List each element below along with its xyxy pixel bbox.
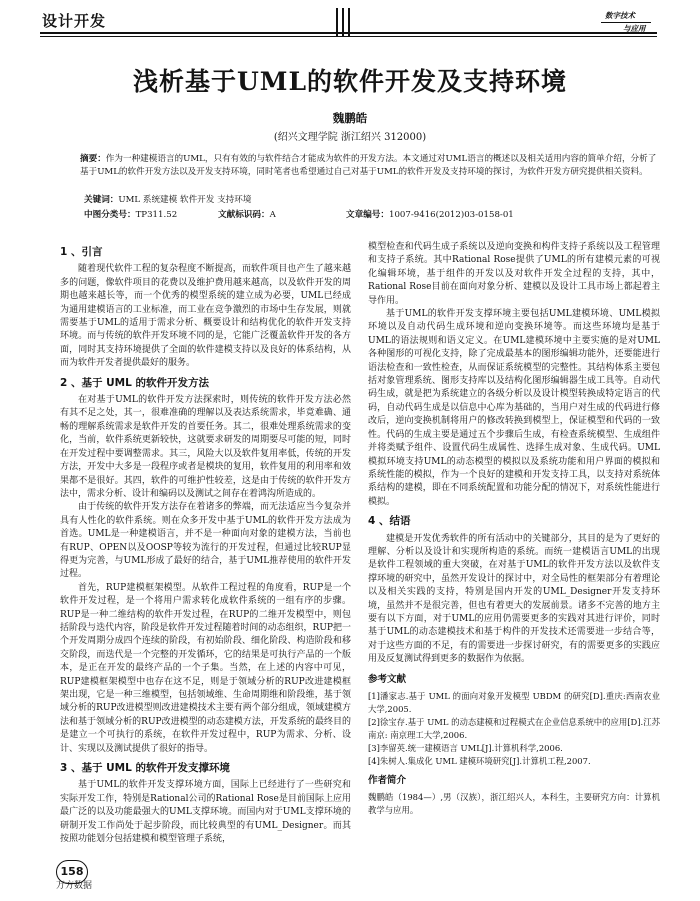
section-label: 设计开发 [42,12,107,30]
watermark: 万方数据 [56,881,93,891]
author-bio: 魏鹏皓（1984—）,男（汉族），浙江绍兴人，本科生，主要研究方向：计算机教学与应用。 [368,792,660,816]
paragraph: 随着现代软件工程的复杂程度不断提高，而软件项目也产生了越来越多的问题，像软件项目的花费以及维护费用越来越高，以及软件开发的周期也越来越长等，而一个优秀的模型系统的建立成为必要，UML已经成为通用建模语言的工业标准，而工业在竞争激烈的市场中生存发展，则就需要基于UML的适用于需求分析、概要设计和结构优化的软件开发支持环境。而与传统的软件开发环境不同的是，它能广泛覆盖软件开发的各方面，同时其支持环境提供了全面的软件建模支持以及良好的体系结构，从而为软件开发者提供最好的服务。 [60,264,351,369]
paragraph: 基于UML的软件开发支撑环境主要包括UML建模环境、UML模拟环境以及自动代码生成环境和逆向变换环境等。而这些环境均是基于UML的语法规则和语义定义。在UML建模环境中主要实施的是对UML各种图形的可视化支持，除了完成最基本的图形编辑功能外，还要能进行语法检查和一致性检查，从而保证系统模型的完整性。其结构体系主要包括对象管理系统、图形支持库以及结构化图形编辑器生成工具等。自动代码生成，就是把为系统建立的各级分析以及设计模型转换成特定语言的代码，自动代码生成是以信息中心库为基础的，当用户对生成的代码进行修改后，逆向变换机制将用户的修改转换到模型上，保证模型和代码的一致性。代码的生成主要是通过五个步骤后生成，有检查系统模型、生成组件并将类赋予组件、设置代码生成属性、选择生成对象、生成代码。UML模拟环境支持UML的动态模型的模拟以及系统功能和用户界面的模拟和系统性能的模拟，作为一个良好的建模和开发支持工具，以支持对系统体系结构的建模，即在不同系统配置和功能分配的情况下，对系统性能进行模拟。 [368,309,660,507]
paragraph: 由于传统的软件开发方法存在着诸多的弊端，而无法适应当今复杂并具有人性化的软件系统。则在众多开发中基于UML的软件开发方法成为首选。UML是一种建模语言，并不是一种面向对象的建模方法，当前也有RUP、OPEN以及OOSP等较为流行的开发过程，但通过比较RUP显得更为完善，与UML形成了最好的结合，基于UML推荐使用的软件开发过程。 [60,502,351,580]
reference-list [368,690,660,768]
paragraph: 基于UML的软件开发支撑环境方面，国际上已经进行了一些研究和实际开发工作，特别是Rational公司的Rational Rose是目前国际上应用最广泛的以及功能最强大的UML支撑环境。而国内对于UML支撑环境的研制开发工作尚处于起步阶段，而比较典型的有UML_Designer。而其按照功能划分包括建模和模型管理子系统， [60,780,351,845]
abstract-text: 作为一种建模语言的UML，只有有效的与软件结合才能成为软件的开发方法。本文通过对UML语言的概述以及相关适用内容的简单介绍，分析了基于UML的软件开发方法以及开发支持环境，同时笔者也希望通过自己对基于UML的软件开发及支持环境的探讨，为软件开发方研究提供相关资料。 [80,154,657,177]
journal-logo [593,8,659,38]
clc-value: TP311.52 [135,210,178,220]
keywords-label: 关键词： [84,195,119,205]
heading-methods: 2 、基于 UML 的软件开发方法 [60,376,209,389]
paper-title: 浅析基于UML的软件开发及支持环境 [132,67,568,96]
page-number: 158 [56,860,88,884]
article-number [346,208,514,220]
reference-item: [1]潘家志.基于 UML 的面向对象开发模型 UBDM 的研究[D].重庆:西南农业大学,2005. [368,691,660,714]
header-rule [40,32,657,34]
heading-environment: 3 、基于 UML 的软件开发支撑环境 [60,762,230,775]
running-header [0,0,700,46]
paper-author: 魏鹏皓 [332,111,368,125]
paragraph: 模型检查和代码生成子系统以及逆向变换和构件支持子系统以及工程管理和支持子系统。其中Rational Rose提供了UML的所有建模元素的可视化编辑环境，基于组件的开发以及对软件开发全过程的支持，其中，Rational Rose目前在面向对象分析、建模以及设计工具市场上都起着主导作用。 [368,242,660,306]
keywords [84,193,251,205]
paragraph: 建模是开发优秀软件的所有活动中的关键部分，其目的是为了更好的理解、分析以及设计和实现所构造的系统。而统一建模语言UML的出现是软件工程领域的重大突破，在对基于UML的软件开发方法以及软件支撑环境的研究中，虽然开发设计的探讨中，对全局性的框架部分有着理论以及相关实践的支持，特别是国内开发的UML_Designer开发支持环境，虽然并不是很完善，但也有着更大的发展前景。诸多不完善的地方主要有以下方面，对于UML的应用仍需要更多的实践对其进行评价，同时基于UML的动态建模技术和基于构件的开发技术还需要进一步结合等，对于这些方面的不足，有的需要进一步探讨研究，有的需要更多的实践应用及反复测试得到更多的数据作为依据。 [368,533,660,665]
articleno-value: 1007-9416(2012)03-0158-01 [388,210,514,220]
heading-introduction: 1 、引言 [60,246,103,258]
reference-item: [2]徐宝存.基于 UML 的动态建模和过程模式在企业信息系统中的应用[D].江苏南京: 南京理工大学,2006. [368,717,660,740]
paragraph: 首先，RUP建模框架模型。从软件工程过程的角度看，RUP是一个软件开发过程，是一个将用户需求转化成软件系统的一组有序的步骤。RUP是一种二维结构的软件开发过程，在RUP的二维开发模型中，则包括阶段与迭代内容，阶段是软件开发过程随着时间的动态组织，RUP把一个开发周期分成四个连续的阶段，有初始阶段、细化阶段、构造阶段和移交阶段，而迭代是一个完整的开发循环，它的结果是可执行产品的一个版本，是正在开发的最终产品的一个子集。当然，在上述的内容中可见，RUP建模框架模型中也存在这不足，则是于领域分析的RUP改进建模框架出现，它是一种三维模型，包括领域维、生命周期维和阶段维，基于领域分析的RUP改进模型则改进建模技术主要有两个部分组成，领域建模方法和基于领域分析的RUP改进模型的动态建模方法，开发系统的最终目的是建立一个可执行的系统，在软件开发过程中，RUP为需求、分析、设计、实现以及测试提供了很好的指导。 [60,582,351,754]
author-bio-title: 作者简介 [368,775,407,786]
keywords-text: UML 系统建模 软件开发 支持环境 [118,195,252,205]
left-column [60,240,351,846]
clc-label: 中图分类号： [84,210,136,220]
abstract-label: 摘要： [80,154,106,164]
logo-line1: 数字技术 [605,11,635,20]
clc-number [84,208,177,220]
heading-conclusion: 4 、结语 [368,515,411,528]
abstract [80,153,660,179]
doccode-value: A [269,210,276,220]
right-column [368,241,660,817]
doccode-label: 文献标识码： [218,210,270,220]
paper-affiliation: (绍兴文理学院 浙江绍兴 312000) [273,132,427,143]
logo-line2: 与应用 [623,24,646,33]
references-title: 参考文献 [368,673,407,685]
doc-code [218,208,276,220]
reference-item: [3]李留英.统一建模语言 UML[J].计算机科学,2006. [368,743,563,753]
paragraph: 在对基于UML的软件开发方法探索时，则传统的软件开发方法必然有其不足之处，其一，很难准确的理解以及表达系统需求，毕竟难确、通畅的理解系统需求是软件开发的首要任务。其二，很难处理系统需求的变化，当前，软件系统更新较快，这就要求研发的周期要尽可能的短，同时在开发过程中要调整需求。其三，风险大以及软件复用率低，传统的开发方法，开发中大多是一段程序或者是模块的复用，软件复用的利用率和效果都不是很好。其四，软件的可维护性较差，这是由于传统的软件开发方法中，需求分析、设计和编码以及测试之间存在着鸿沟所造成的。 [60,395,351,499]
reference-item: [4]朱树人.集成化 UML 建模环境研究[J].计算机工程,2007. [368,756,591,766]
header-rule-thin [40,36,657,37]
articleno-label: 文章编号： [346,210,389,220]
